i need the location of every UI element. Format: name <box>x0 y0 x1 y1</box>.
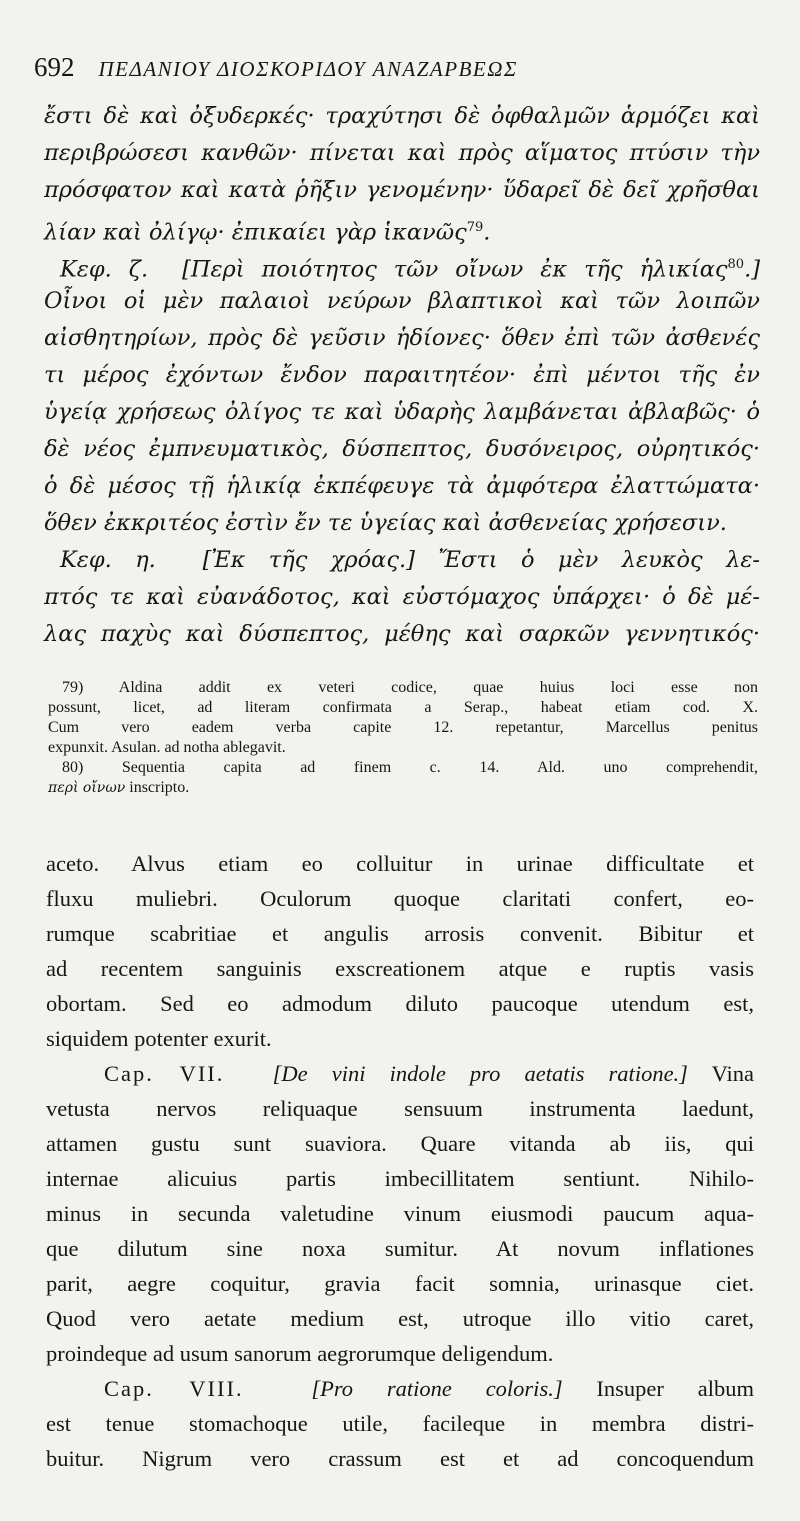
footnote-line: 79) Aldina addit ex veteri codice, quae huius loci esse non <box>62 679 758 696</box>
greek-chapter-heading <box>44 246 760 283</box>
greek-line: αἰσθητηρίων, πρὸς δὲ γεῦσιν ἡδίονες· ὅθεν ἐπὶ τῶν ἀσθενές <box>44 325 760 351</box>
latin-line: rumque scabritiae et angulis arrosis convenit. Bibitur et <box>46 921 754 946</box>
footnote-ref: 79 <box>466 220 484 235</box>
chapter-label: Κεφ. ζ. <box>60 256 149 283</box>
latin-line: buitur. Nigrum vero crassum est et ad concoquendum <box>46 1446 754 1471</box>
chapter-title-end: .] <box>744 256 760 283</box>
latin-line: ad recentem sanguinis exscreationem atque e ruptis vasis <box>46 956 754 981</box>
greek-text-block <box>44 98 760 653</box>
latin-line: que dilutum sine noxa sumitur. At novum inflationes <box>46 1236 754 1261</box>
footnote-greek: περὶ οἴνων <box>48 780 126 796</box>
chapter-line-text: Vina <box>687 1061 755 1086</box>
latin-line: proindeque ad usum sanorum aegrorumque deligendum. <box>46 1341 554 1366</box>
page-header <box>34 52 754 92</box>
chapter-label: Cap. VII. <box>104 1061 225 1086</box>
latin-line: obortam. Sed eo admodum diluto paucoque utendum est, <box>46 991 754 1016</box>
chapter-title: [Pro ratione coloris.] <box>311 1376 563 1401</box>
greek-line-end: . <box>483 219 491 246</box>
footnotes-block <box>48 678 758 798</box>
latin-chapter-heading <box>46 1056 754 1091</box>
footnote-text: inscripto. <box>125 779 190 796</box>
chapter-title: [De vini indole pro aetatis ratione.] <box>272 1061 688 1086</box>
greek-line: πρόσφατον καὶ κατὰ ῥῆξιν γενομένην· ὕδαρεῖ δὲ δεῖ χρῆσθαι <box>44 177 760 203</box>
latin-line: parit, aegre coquitur, gravia facit somnia, urinasque ciet. <box>46 1271 754 1296</box>
greek-line <box>44 209 760 246</box>
footnote-line: Cum vero eadem verba capite 12. repetantur, Marcellus penitus <box>48 719 758 736</box>
footnote-line <box>48 778 758 798</box>
greek-line: περιβρώσεσι κανθῶν· πίνεται καὶ πρὸς αἵματος πτύσιν τὴν <box>44 140 760 166</box>
page-number: 692 <box>34 52 75 82</box>
greek-line: ὁ δὲ μέσος τῇ ἡλικίᾳ ἐκπέφευγε τὰ ἀμφότερα ἐλαττώματα· <box>44 473 760 499</box>
latin-line: Quod vero aetate medium est, utroque illo vitio caret, <box>46 1306 754 1331</box>
latin-line: attamen gustu sunt suaviora. Quare vitanda ab iis, qui <box>46 1131 754 1156</box>
latin-line: minus in secunda valetudine vinum eiusmodi paucum aqua- <box>46 1201 754 1226</box>
chapter-label: Κεφ. η. <box>60 547 156 573</box>
greek-line: ὅθεν ἐκκριτέος ἐστὶν ἔν τε ὑγείας καὶ ἀσθενείας χρήσεσιν. <box>44 510 727 536</box>
greek-line: πτός τε καὶ εὐανάδοτος, καὶ εὐστόμαχος ὑπάρχει· ὁ δὲ μέ- <box>44 584 760 610</box>
latin-line: aceto. Alvus etiam eo colluitur in urinae difficultate et <box>46 851 754 876</box>
chapter-label: Cap. VIII. <box>104 1376 244 1401</box>
greek-line: τι μέρος ἐχόντων ἔνδον παραιτητέον· ἐπὶ μέντοι τῆς ἐν <box>44 362 760 388</box>
latin-line: vetusta nervos reliquaque sensuum instrumenta laedunt, <box>46 1096 754 1121</box>
running-title: ΠΕΔΑΝΙΟΥ ΔΙΟΣΚΟΡΙΔΟΥ ΑΝΑΖΑΡΒΕΩΣ <box>98 57 518 81</box>
footnote-line: expunxit. Asulan. ad notha ablegavit. <box>48 739 286 756</box>
chapter-line-text: [Ἐκ τῆς χρόας.] Ἔστι ὁ μὲν λευκὸς λε- <box>202 547 761 573</box>
latin-line: siquidem potenter exurit. <box>46 1026 272 1051</box>
chapter-title: [Περὶ ποιότητος τῶν οἴνων ἐκ τῆς ἡλικίας <box>182 256 728 283</box>
greek-line: Οἶνοι οἱ μὲν παλαιοὶ νεύρων βλαπτικοὶ καὶ τῶν λοιπῶν <box>44 288 760 314</box>
footnote-line: possunt, licet, ad literam confirmata a Serap., habeat etiam cod. X. <box>48 699 758 716</box>
latin-line: internae alicuius partis imbecillitatem sentiunt. Nihilo- <box>46 1166 754 1191</box>
greek-line-text: λίαν καὶ ὀλίγῳ· ἐπικαίει γὰρ ἱκανῶς <box>44 219 467 246</box>
latin-text-block <box>46 846 754 1476</box>
greek-line: δὲ νέος ἐμπνευματικὸς, δύσπεπτος, δυσόνειρος, οὐρητικός· <box>44 436 760 462</box>
latin-chapter-heading <box>46 1371 754 1406</box>
footnote-line: 80) Sequentia capita ad finem c. 14. Ald. uno comprehendit, <box>62 759 758 776</box>
latin-line: fluxu muliebri. Oculorum quoque claritati confert, eo- <box>46 886 754 911</box>
greek-line: λας παχὺς καὶ δύσπεπτος, μέθης καὶ σαρκῶν γεννητικός· <box>44 621 760 647</box>
greek-line: ὑγείᾳ χρήσεως ὀλίγος τε καὶ ὑδαρὴς λαμβάνεται ἀβλαβῶς· ὁ <box>44 399 760 425</box>
greek-chapter-heading <box>44 542 760 579</box>
latin-line: est tenue stomachoque utile, facileque in membra distri- <box>46 1411 754 1436</box>
greek-line: ἔστι δὲ καὶ ὀξυδερκές· τραχύτησι δὲ ὀφθαλμῶν ἁρμόζει καὶ <box>44 103 760 129</box>
footnote-ref: 80 <box>727 257 745 272</box>
chapter-line-text: Insuper album <box>562 1376 754 1401</box>
